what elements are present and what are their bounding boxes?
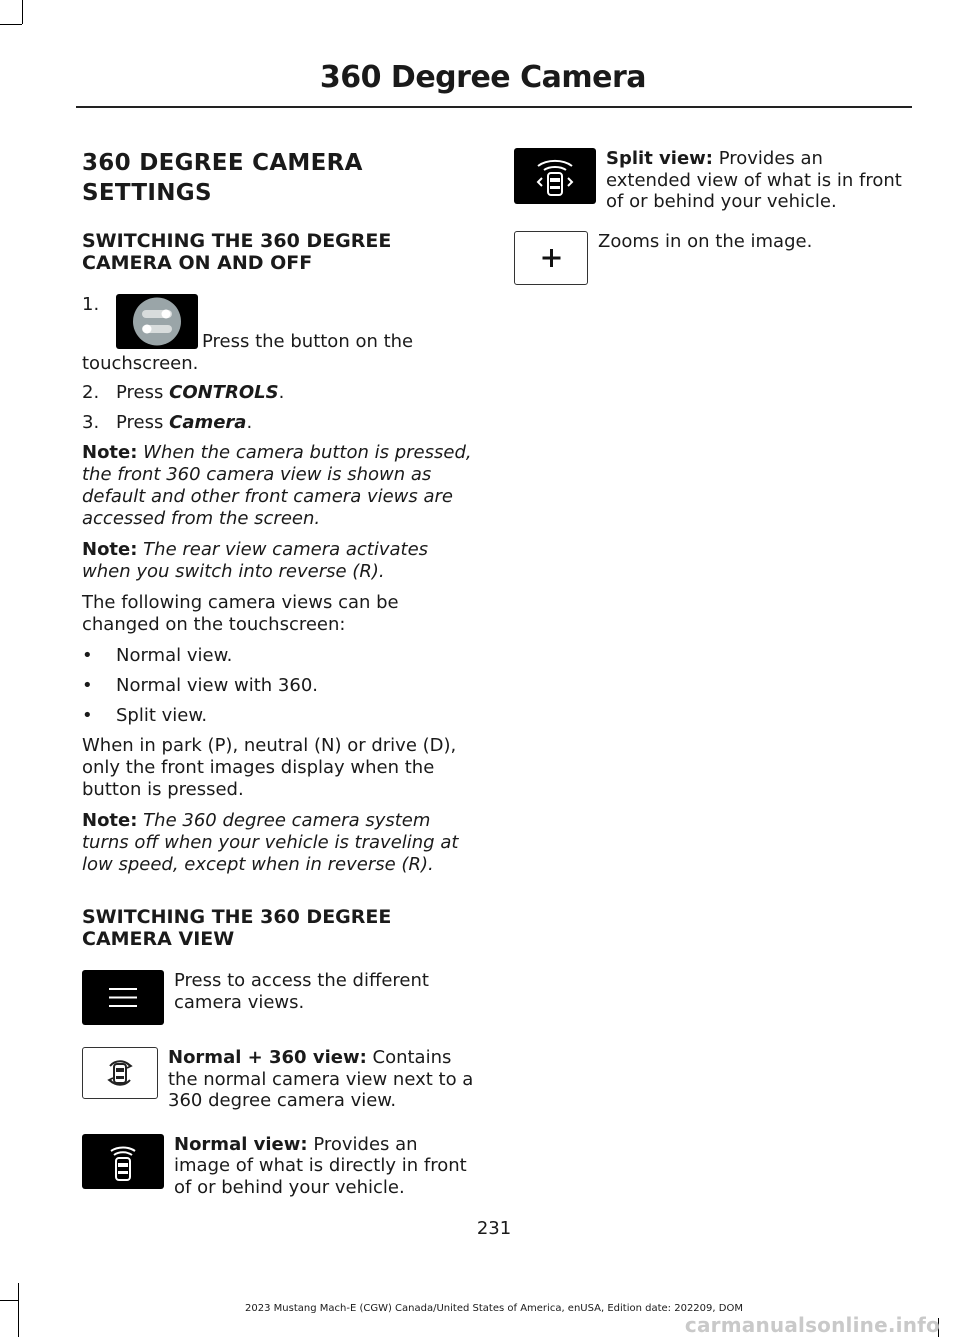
heading-switch-on-off: SWITCHING THE 360 DEGREE CAMERA ON AND OFF: [82, 230, 392, 274]
step-text: Press: [116, 412, 170, 433]
page-number: 231: [476, 1218, 512, 1239]
view-item-normal: [82, 1134, 474, 1199]
normal-view-icon: [82, 1134, 164, 1189]
crop-mark: [22, 0, 23, 24]
footer-text: 2023 Mustang Mach-E (CGW) Canada/United States of America, enUSA, Edition date: 202209, DOM: [245, 1303, 743, 1314]
step-number: 2.: [82, 382, 100, 403]
left-column: [82, 148, 474, 1220]
controls-button-icon: [116, 294, 198, 349]
views-intro: The following camera views can be changed on the touchscreen:: [82, 592, 399, 635]
view-item-text: Split view: Provides an extended view of what is in front of or behind your vehicle.: [606, 148, 902, 212]
zoom-in-icon: [514, 231, 588, 285]
step-emphasis: CONTROLS: [169, 382, 279, 403]
view-item-text: Press to access the different camera views.: [174, 970, 429, 1013]
step-number: 1.: [82, 294, 100, 315]
step-2: 2. Press CONTROLS.: [82, 382, 285, 403]
list-item: • Normal view with 360.: [82, 675, 319, 696]
step-text: Press: [116, 382, 170, 403]
right-column: [514, 148, 908, 307]
header-rule: [76, 106, 912, 108]
note-3: Note: The 360 degree camera system turns off when your vehicle is traveling at low speed, except when in reverse (R).: [82, 810, 459, 875]
watermark: carmanualsonline.info: [684, 1313, 940, 1337]
note-2: Note: The rear view camera activates when you switch into reverse (R).: [82, 539, 429, 582]
view-item-text: Normal + 360 view: Contains the normal camera view next to a 360 degree camera view.: [168, 1047, 474, 1111]
crop-mark: [0, 1300, 18, 1301]
split-view-icon: [514, 148, 596, 204]
running-header-title: 360 Degree Camera: [319, 60, 646, 95]
step-3: 3. Press Camera.: [82, 412, 253, 433]
step-1: [82, 294, 474, 375]
list-item: • Normal view.: [82, 645, 233, 666]
view-item-menu: [82, 970, 474, 1025]
step-text: Press the button on the touchscreen.: [82, 331, 414, 374]
park-text: When in park (P), neutral (N) or drive (D), only the front images display when the button is pressed.: [82, 735, 457, 800]
list-item: • Split view.: [82, 705, 208, 726]
view-item-zoom: [514, 231, 908, 285]
step-number: 3.: [82, 412, 100, 433]
view-item-normal-360: [82, 1047, 474, 1112]
step-emphasis: Camera: [169, 412, 247, 433]
view-item-text: Normal view: Provides an image of what is directly in front of or behind your vehicle.: [174, 1133, 467, 1198]
view-item-text: Zooms in on the image.: [598, 230, 813, 252]
heading-switch-view: SWITCHING THE 360 DEGREE CAMERA VIEW: [82, 906, 392, 950]
menu-icon: [82, 970, 164, 1025]
normal-360-view-icon: [82, 1047, 158, 1099]
note-1: Note: When the camera button is pressed, the front 360 camera view is shown as default and other front camera views are accessed from the screen.: [82, 442, 472, 529]
section-title: 360 DEGREE CAMERA SETTINGS: [82, 150, 363, 206]
crop-mark: [0, 24, 22, 25]
view-item-split: [514, 148, 908, 213]
